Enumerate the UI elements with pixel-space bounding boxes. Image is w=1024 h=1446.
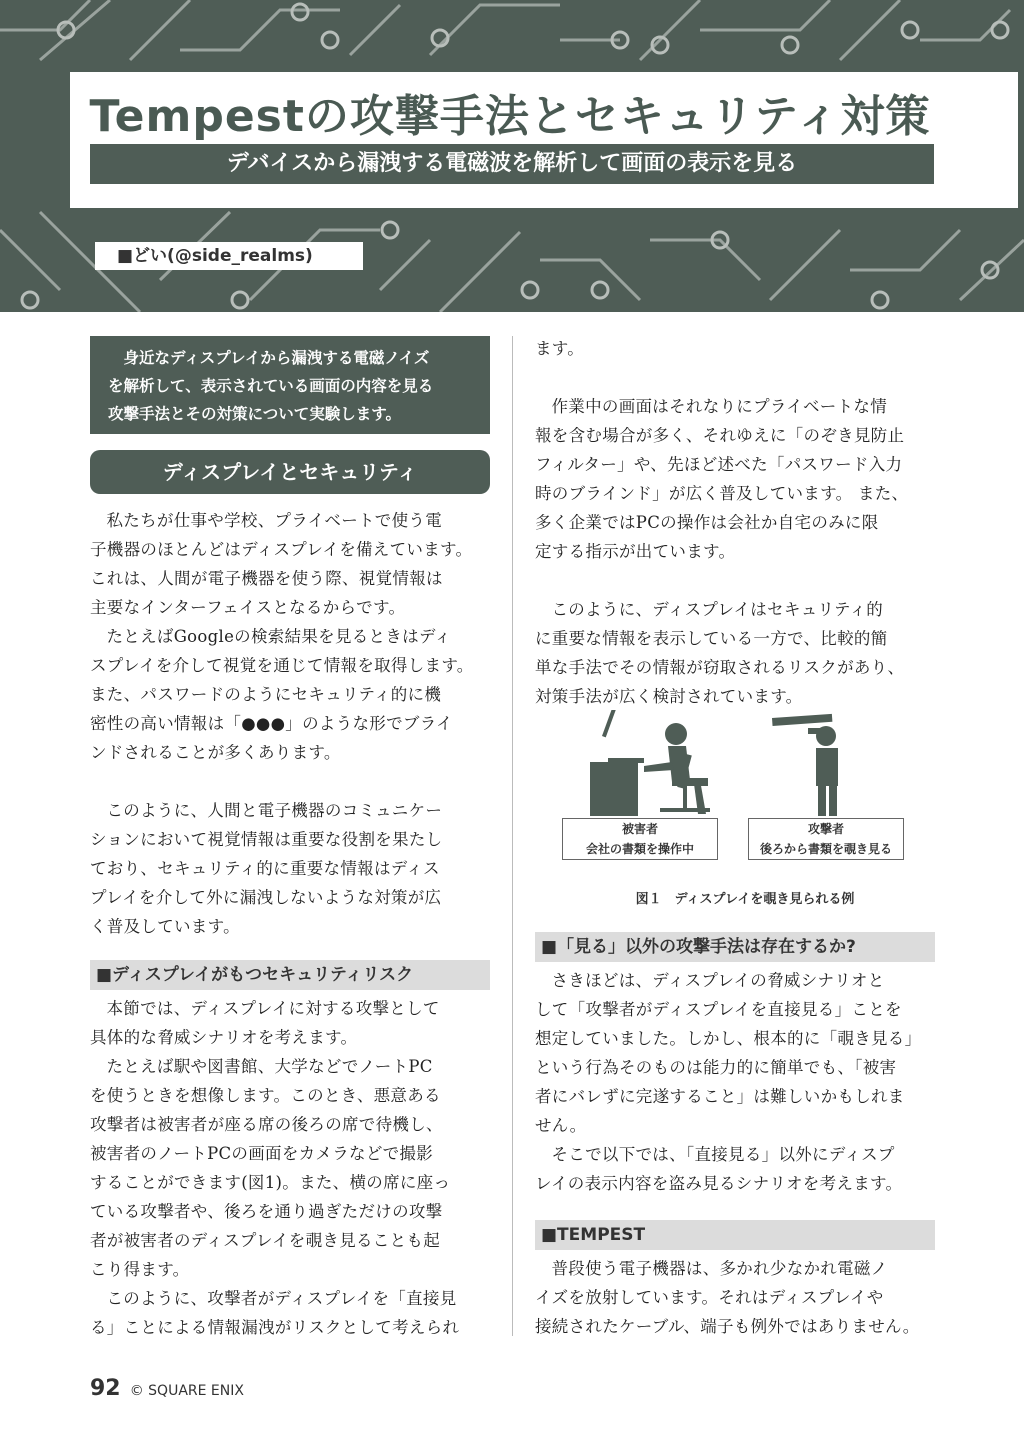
body-line: たとえばGoogleの検索結果を見るときはディ	[106, 627, 452, 646]
victim-figure	[590, 710, 710, 816]
lead-box	[90, 336, 490, 434]
body-line: 被害者のノートPCの画面をカメラなどで撮影	[90, 1144, 434, 1163]
body-line: イズを放射しています。それはディスプレイや	[535, 1288, 884, 1307]
right-column-body	[535, 334, 950, 711]
lead-line: を解析して、表示されている画面の内容を見る	[108, 377, 434, 395]
body-line: 想定していました。しかし、根本的に「覗き見る」	[535, 1029, 922, 1048]
page-number: 92	[90, 1376, 121, 1401]
body-line: また、パスワードのようにセキュリティ的に機	[90, 685, 442, 704]
body-line: ており、セキュリティ的に重要な情報はディス	[90, 859, 440, 878]
section1-body	[90, 506, 505, 941]
section2-body	[90, 994, 505, 1342]
article-subtitle: デバイスから漏洩する電磁波を解析して画面の表示を見る	[90, 144, 934, 184]
body-line: スプレイを介して視覚を通じて情報を取得します。	[90, 656, 474, 675]
body-line: 子機器のほとんどはディスプレイを備えています。	[90, 540, 473, 559]
figure-caption: 図１ ディスプレイを覗き見られる例	[635, 892, 855, 907]
page-footer	[90, 1376, 244, 1401]
body-line: 主要なインターフェイスとなるからです。	[90, 598, 406, 617]
subheading-tempest: ■TEMPEST	[535, 1220, 935, 1250]
body-line: 定する指示が出ています。	[535, 542, 736, 561]
body-line: を使うときを想像します。このとき、悪意ある	[90, 1086, 441, 1105]
body-line: このように、攻撃者がディスプレイを「直接見	[106, 1289, 457, 1308]
body-line: 本節では、ディスプレイに対する攻撃として	[106, 999, 440, 1018]
subheading-other-attacks: ■「見る」以外の攻撃手法は存在するか?	[535, 932, 935, 962]
body-line: さきほどは、ディスプレイの脅威シナリオと	[551, 971, 885, 990]
body-line: ます。	[535, 339, 585, 358]
article-title: Tempestの攻撃手法とセキュリティ対策	[89, 91, 931, 142]
body-line: たとえば駅や図書館、大学などでノートPC	[106, 1057, 433, 1076]
body-line: して「攻撃者がディスプレイを直接見る」ことを	[535, 1000, 902, 1019]
body-line: こり得ます。	[90, 1260, 190, 1279]
body-line: 具体的な脅威シナリオを考えます。	[90, 1028, 358, 1047]
lead-line: 身近なディスプレイから漏洩する電磁ノイズ	[123, 349, 430, 367]
body-line: 単な手法でその情報が窃取されるリスクがあり、	[535, 658, 905, 677]
body-line: 密性の高い情報は「●●●」のような形でブライ	[90, 714, 453, 733]
lead-line: 攻撃手法とその対策について実験します。	[108, 405, 401, 423]
section3-body	[535, 966, 950, 1198]
body-line: 攻撃者は被害者が座る席の後ろの席で待機し、	[90, 1115, 443, 1134]
body-line: 者にバレずに完遂すること」は難しいかもしれま	[535, 1087, 905, 1106]
body-line: 報を含む場合が多く、それゆえに「のぞき見防止	[535, 426, 905, 445]
body-line: という行為そのものは能力的に簡単でも、「被害	[535, 1058, 897, 1077]
body-line: 私たちが仕事や学校、プライベートで使う電	[106, 511, 443, 530]
body-line: レイの表示内容を盗み見るシナリオを考えます。	[535, 1174, 903, 1193]
body-line: ている攻撃者や、後ろを通り過ぎただけの攻撃	[90, 1202, 443, 1221]
body-line: 多く企業ではPCの操作は会社か自宅のみに限	[535, 513, 879, 532]
figure-1	[540, 710, 950, 910]
attacker-figure	[772, 714, 838, 816]
body-line: に重要な情報を表示している一方で、比較的簡	[535, 629, 888, 648]
column-divider	[512, 336, 513, 1336]
body-line: 接続されたケーブル、端子も例外ではありません。	[535, 1317, 920, 1336]
attacker-label: 攻撃者 後ろから書類を覗き見る	[748, 818, 904, 860]
figure-illustration	[540, 710, 950, 830]
body-line: ンドされることが多くあります。	[90, 743, 341, 762]
subheading-display-risk: ■ディスプレイがもつセキュリティリスク	[90, 960, 490, 990]
body-line: フィルター」や、先ほど述べた「パスワード入力	[535, 455, 903, 474]
body-line: く普及しています。	[90, 917, 240, 936]
body-line: る」ことによる情報漏洩がリスクとして考えられ	[90, 1318, 460, 1337]
body-line: このように、人間と電子機器のコミュニケー	[106, 801, 443, 820]
body-line: 作業中の画面はそれなりにプライベートな情	[551, 397, 888, 416]
section4-body	[535, 1254, 950, 1341]
body-line: 対策手法が広く検討されています。	[535, 687, 803, 706]
author-byline: ■どい(@side_realms)	[95, 242, 363, 270]
body-line: このように、ディスプレイはセキュリティ的	[551, 600, 884, 619]
body-line: せん。	[535, 1116, 587, 1135]
body-line: 普段使う電子機器は、多かれ少なかれ電磁ノ	[551, 1259, 888, 1278]
section-heading-display-security: ディスプレイとセキュリティ	[90, 450, 490, 494]
body-line: 者が被害者のディスプレイを覗き見ることも起	[90, 1231, 440, 1250]
copyright: © SQUARE ENIX	[129, 1383, 244, 1399]
victim-label: 被害者 会社の書類を操作中	[562, 818, 718, 860]
body-line: 時のブラインド」が広く普及しています。 また、	[535, 484, 909, 503]
body-line: これは、人間が電子機器を使う際、視覚情報は	[90, 569, 443, 588]
body-line: ションにおいて視覚情報は重要な役割を果たし	[90, 830, 443, 849]
body-line: そこで以下では、「直接見る」以外にディスプ	[551, 1145, 895, 1164]
body-line: することができます(図1)。また、横の席に座っ	[90, 1173, 451, 1192]
body-line: プレイを介して外に漏洩しないような対策が広	[90, 888, 442, 907]
